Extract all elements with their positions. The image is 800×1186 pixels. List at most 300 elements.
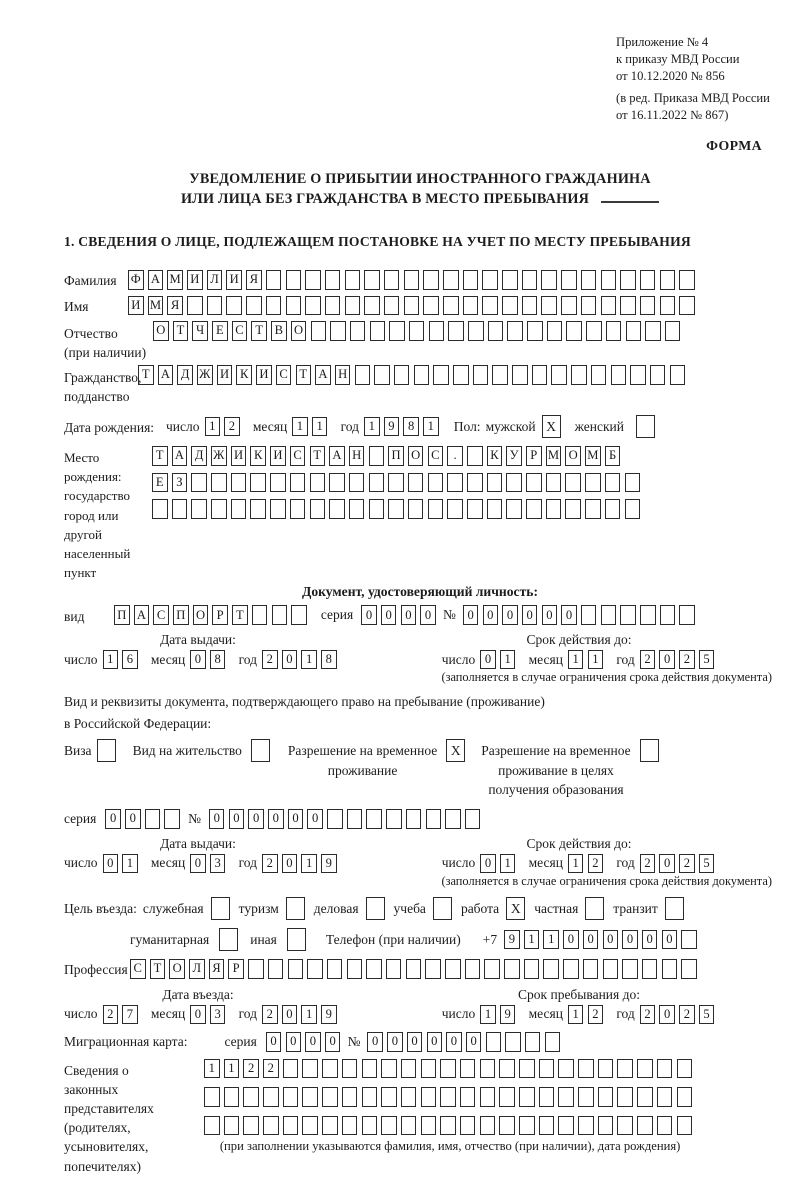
char-cell <box>598 1087 614 1107</box>
char-cell <box>620 605 636 625</box>
char-cell <box>272 605 288 625</box>
char-cell <box>473 365 489 385</box>
char-cell <box>625 473 641 493</box>
char-cell: О <box>291 321 307 341</box>
number-label: № <box>442 607 456 623</box>
migration-series-cells <box>266 1032 345 1052</box>
char-cell <box>591 365 607 385</box>
char-cell: 0 <box>642 930 658 950</box>
char-cell: 2 <box>263 1059 279 1079</box>
char-cell: М <box>167 270 183 290</box>
char-cell <box>504 959 520 979</box>
char-cell: 0 <box>105 809 121 829</box>
char-cell <box>637 1116 653 1136</box>
char-cell <box>645 321 661 341</box>
valid-month-cells <box>568 854 607 874</box>
char-cell <box>388 499 404 519</box>
entry-month-cells <box>190 1005 229 1025</box>
char-cell: 8 <box>321 650 337 670</box>
title-line-2: ИЛИ ЛИЦА БЕЗ ГРАЖДАНСТВА В МЕСТО ПРЕБЫВАНИЯ <box>64 189 776 209</box>
char-cell <box>581 605 597 625</box>
purpose-work-label: работа <box>460 900 500 916</box>
char-cell <box>349 499 365 519</box>
char-cell <box>598 1059 614 1079</box>
char-cell: 1 <box>500 650 516 670</box>
edition-line: от 16.11.2022 № 867) <box>616 108 729 122</box>
char-cell <box>558 1116 574 1136</box>
char-cell <box>370 321 386 341</box>
purpose-work-checkbox: X <box>506 897 525 920</box>
char-cell <box>637 1087 653 1107</box>
char-cell <box>226 296 242 316</box>
char-cell <box>486 1032 502 1052</box>
char-cell: М <box>585 446 601 466</box>
char-cell: 1 <box>224 1059 240 1079</box>
char-cell: 1 <box>543 930 559 950</box>
char-cell <box>366 959 382 979</box>
char-cell: 0 <box>583 930 599 950</box>
residence-series-cells <box>105 809 184 829</box>
appendix-line: Приложение № 4 <box>616 35 709 49</box>
char-cell <box>307 959 323 979</box>
purpose-business-label: деловая <box>313 900 359 916</box>
char-cell <box>467 446 483 466</box>
purpose-official-label: служебная <box>142 900 204 916</box>
char-cell <box>601 270 617 290</box>
char-cell: Я <box>246 270 262 290</box>
identity-doc-row <box>64 605 776 625</box>
sex-female-label: женский <box>574 418 624 434</box>
char-cell <box>657 1059 673 1079</box>
char-cell: 9 <box>500 1005 516 1025</box>
char-cell <box>563 959 579 979</box>
char-cell: Ч <box>192 321 208 341</box>
surname-cells <box>128 270 699 290</box>
char-cell: 2 <box>262 1005 278 1025</box>
temp-residence-option <box>288 739 465 779</box>
representatives-label: Сведения о законных представителях (родителях, усыновителях, попечителях) <box>64 1062 154 1174</box>
char-cell <box>546 499 562 519</box>
char-cell: 0 <box>561 605 577 625</box>
char-cell <box>543 959 559 979</box>
char-cell <box>502 296 518 316</box>
char-cell <box>526 499 542 519</box>
identity-issue-date: число 1 6 месяц 0 8 год 2 0 1 8 <box>64 650 350 670</box>
stay-day-cells <box>480 1005 519 1025</box>
char-cell: 0 <box>387 1032 403 1052</box>
char-cell <box>310 473 326 493</box>
char-cell: 0 <box>659 854 675 874</box>
char-cell: 1 <box>204 1059 220 1079</box>
char-cell <box>164 809 180 829</box>
char-cell: 0 <box>305 1032 321 1052</box>
char-cell <box>211 499 227 519</box>
char-cell <box>482 270 498 290</box>
char-cell <box>443 296 459 316</box>
char-cell: С <box>153 605 169 625</box>
char-cell <box>484 959 500 979</box>
char-cell <box>502 270 518 290</box>
char-cell: 0 <box>466 1032 482 1052</box>
char-cell <box>558 1087 574 1107</box>
char-cell <box>145 809 161 829</box>
char-cell <box>388 473 404 493</box>
char-cell: 1 <box>568 1005 584 1025</box>
char-cell <box>362 1059 378 1079</box>
birth-month-cells <box>292 417 331 437</box>
char-cell <box>362 1116 378 1136</box>
char-cell <box>617 1059 633 1079</box>
char-cell <box>460 1059 476 1079</box>
char-cell <box>527 321 543 341</box>
char-cell <box>381 1116 397 1136</box>
residence-doc-dates-row <box>64 854 776 874</box>
char-cell: 0 <box>407 1032 423 1052</box>
char-cell: К <box>487 446 503 466</box>
char-cell: П <box>173 605 189 625</box>
month-label: месяц <box>252 418 288 434</box>
char-cell: 1 <box>312 417 328 437</box>
char-cell <box>561 296 577 316</box>
phone-label: Телефон (при наличии) <box>325 931 461 947</box>
char-cell <box>519 1087 535 1107</box>
char-cell <box>660 270 676 290</box>
char-cell <box>512 365 528 385</box>
sex-label: Пол: <box>453 418 481 434</box>
char-cell <box>630 365 646 385</box>
surname-label: Фамилия <box>64 273 117 288</box>
char-cell <box>657 1087 673 1107</box>
char-cell <box>626 321 642 341</box>
char-cell: Т <box>232 605 248 625</box>
char-cell <box>191 499 207 519</box>
char-cell: 2 <box>262 650 278 670</box>
purpose-transit-checkbox <box>665 897 684 920</box>
char-cell <box>677 1116 693 1136</box>
char-cell: 9 <box>504 930 520 950</box>
char-cell: Р <box>526 446 542 466</box>
char-cell <box>585 499 601 519</box>
birth-place-cells <box>152 446 644 582</box>
doc-series-cells <box>361 605 440 625</box>
name-cells <box>128 296 699 316</box>
char-cell: Л <box>207 270 223 290</box>
char-cell <box>243 1116 259 1136</box>
identity-valid-date: число 0 1 месяц 1 1 год 2 0 2 5 <box>442 650 728 670</box>
citizenship-label: Гражданство, подданство <box>64 370 142 404</box>
char-cell <box>350 321 366 341</box>
char-cell <box>362 1087 378 1107</box>
char-cell <box>492 365 508 385</box>
identity-doc-dates-row <box>64 650 776 670</box>
char-cell <box>270 473 286 493</box>
char-cell: П <box>114 605 130 625</box>
char-cell: 7 <box>122 1005 138 1025</box>
visit-purpose-row1 <box>64 897 776 920</box>
char-cell: 1 <box>103 650 119 670</box>
char-cell: 1 <box>524 930 540 950</box>
patronymic-label: Отчество (при наличии) <box>64 326 147 360</box>
char-cell: К <box>250 446 266 466</box>
residence-permit-checkbox <box>251 739 270 762</box>
char-cell <box>522 296 538 316</box>
char-cell: 0 <box>563 930 579 950</box>
sex-male-checkbox: X <box>542 415 561 438</box>
series-label: серия <box>224 1033 257 1049</box>
char-cell <box>322 1059 338 1079</box>
char-cell <box>364 270 380 290</box>
char-cell: 2 <box>640 854 656 874</box>
char-cell <box>345 296 361 316</box>
representatives-note: (при заполнении указываются фамилия, имя, отчество (при наличии), дата рождения) <box>219 1139 681 1154</box>
char-cell <box>408 473 424 493</box>
char-cell: О <box>565 446 581 466</box>
entry-day-cells <box>103 1005 142 1025</box>
char-cell <box>565 499 581 519</box>
char-cell: 9 <box>321 854 337 874</box>
char-cell: 1 <box>301 854 317 874</box>
char-cell: 0 <box>502 605 518 625</box>
document-title <box>64 169 776 209</box>
char-cell <box>463 270 479 290</box>
char-cell <box>665 321 681 341</box>
char-cell <box>342 1059 358 1079</box>
char-cell <box>482 296 498 316</box>
char-cell <box>565 473 581 493</box>
char-cell <box>305 296 321 316</box>
char-cell <box>322 1116 338 1136</box>
char-cell <box>366 809 382 829</box>
char-cell: 1 <box>568 854 584 874</box>
char-cell <box>443 270 459 290</box>
char-cell <box>499 1116 515 1136</box>
char-cell: 0 <box>381 605 397 625</box>
char-cell <box>611 365 627 385</box>
issue-year-cells <box>262 650 341 670</box>
char-cell <box>401 1059 417 1079</box>
char-cell <box>302 1059 318 1079</box>
char-cell <box>460 1087 476 1107</box>
char-cell <box>394 365 410 385</box>
residence-doc-options <box>64 739 776 799</box>
name-row <box>64 296 776 316</box>
char-cell: 8 <box>210 650 226 670</box>
char-cell: Д <box>177 365 193 385</box>
valid-until-title: Срок действия до: <box>526 835 632 851</box>
year-label: год <box>340 418 359 434</box>
purpose-business-checkbox <box>366 897 385 920</box>
char-cell: 1 <box>301 1005 317 1025</box>
char-cell <box>640 605 656 625</box>
char-cell <box>302 1087 318 1107</box>
char-cell: 0 <box>229 809 245 829</box>
temp-residence-edu-checkbox <box>640 739 659 762</box>
char-cell: О <box>408 446 424 466</box>
char-cell <box>571 365 587 385</box>
char-cell: 0 <box>125 809 141 829</box>
char-cell <box>349 473 365 493</box>
char-cell: К <box>236 365 252 385</box>
char-cell <box>578 1059 594 1079</box>
char-cell: 0 <box>522 605 538 625</box>
char-cell <box>369 499 385 519</box>
char-cell: 0 <box>190 650 206 670</box>
char-cell <box>541 270 557 290</box>
char-cell: Ж <box>211 446 227 466</box>
char-cell <box>505 1032 521 1052</box>
char-cell: 2 <box>679 1005 695 1025</box>
char-cell <box>440 1116 456 1136</box>
char-cell: 3 <box>210 854 226 874</box>
char-cell: 0 <box>248 809 264 829</box>
char-cell <box>406 959 422 979</box>
char-cell <box>526 473 542 493</box>
appendix-line: от 10.12.2020 № 856 <box>616 69 725 83</box>
char-cell: 1 <box>122 854 138 874</box>
residence-doc-series-row <box>64 809 776 829</box>
char-cell <box>448 321 464 341</box>
birth-place-label: Место рождения: государство город или другой населенный пункт <box>64 450 131 581</box>
char-cell: 0 <box>603 930 619 950</box>
char-cell: Т <box>296 365 312 385</box>
char-cell <box>428 499 444 519</box>
char-cell: А <box>172 446 188 466</box>
char-cell <box>660 605 676 625</box>
doc-number-cells <box>463 605 699 625</box>
valid-until-title: Срок действия до: <box>526 631 632 647</box>
char-cell <box>389 321 405 341</box>
char-cell <box>172 499 188 519</box>
birth-date-label: Дата рождения: <box>64 420 155 435</box>
stay-until-title: Срок пребывания до: <box>518 986 640 1002</box>
char-cell: 0 <box>401 605 417 625</box>
phone-prefix: +7 <box>482 931 498 947</box>
temp-residence-label: Разрешение на временное проживание <box>287 743 438 778</box>
char-cell: Л <box>189 959 205 979</box>
char-cell: М <box>148 296 164 316</box>
char-cell <box>384 296 400 316</box>
char-cell: С <box>276 365 292 385</box>
purpose-humanitarian-checkbox <box>219 928 238 951</box>
char-cell <box>581 270 597 290</box>
char-cell: 0 <box>282 650 298 670</box>
char-cell <box>325 270 341 290</box>
char-cell <box>270 499 286 519</box>
char-cell <box>423 296 439 316</box>
char-cell <box>322 1087 338 1107</box>
char-cell <box>558 1059 574 1079</box>
purpose-humanitarian-label: гуманитарная <box>130 931 210 947</box>
valid-day-cells <box>480 854 519 874</box>
char-cell: 1 <box>500 854 516 874</box>
issue-month-cells <box>190 650 229 670</box>
char-cell <box>566 321 582 341</box>
char-cell <box>401 1116 417 1136</box>
issue-month-cells <box>190 854 229 874</box>
birth-place-row3-cells <box>152 499 644 519</box>
sex-male-label: мужской <box>485 418 536 434</box>
char-cell: 2 <box>224 417 240 437</box>
form-body <box>64 270 776 1176</box>
char-cell <box>288 959 304 979</box>
valid-day-cells <box>480 650 519 670</box>
char-cell: 3 <box>210 1005 226 1025</box>
appendix-line: к приказу МВД России <box>616 52 740 66</box>
char-cell: 5 <box>699 650 715 670</box>
char-cell: С <box>290 446 306 466</box>
char-cell: Н <box>349 446 365 466</box>
char-cell <box>291 605 307 625</box>
char-cell: Т <box>251 321 267 341</box>
char-cell <box>404 296 420 316</box>
char-cell: 2 <box>640 1005 656 1025</box>
char-cell <box>248 959 264 979</box>
char-cell <box>585 473 601 493</box>
purpose-private-label: частная <box>534 900 579 916</box>
char-cell <box>677 1059 693 1079</box>
char-cell <box>467 473 483 493</box>
char-cell <box>519 1059 535 1079</box>
char-cell <box>586 321 602 341</box>
char-cell: Ж <box>197 365 213 385</box>
char-cell <box>640 270 656 290</box>
surname-row <box>64 270 776 290</box>
char-cell: 1 <box>205 417 221 437</box>
visa-checkbox <box>97 739 116 762</box>
char-cell <box>374 365 390 385</box>
char-cell: Н <box>335 365 351 385</box>
char-cell <box>204 1116 220 1136</box>
char-cell <box>286 270 302 290</box>
char-cell: И <box>187 270 203 290</box>
profession-row <box>64 959 776 979</box>
char-cell: 0 <box>325 1032 341 1052</box>
citizenship-cells <box>138 365 689 385</box>
char-cell <box>601 605 617 625</box>
issue-day-cells <box>103 650 142 670</box>
char-cell <box>578 1087 594 1107</box>
char-cell <box>660 296 676 316</box>
char-cell: 0 <box>483 605 499 625</box>
char-cell <box>583 959 599 979</box>
char-cell: 2 <box>243 1059 259 1079</box>
char-cell <box>637 1059 653 1079</box>
char-cell <box>578 1116 594 1136</box>
phone-cells <box>504 930 701 950</box>
char-cell <box>433 365 449 385</box>
char-cell <box>620 270 636 290</box>
char-cell <box>465 959 481 979</box>
char-cell <box>525 1032 541 1052</box>
issue-date-title: Дата выдачи: <box>160 631 236 647</box>
char-cell: Е <box>212 321 228 341</box>
char-cell <box>305 270 321 290</box>
char-cell <box>561 270 577 290</box>
char-cell <box>243 1087 259 1107</box>
char-cell <box>191 473 207 493</box>
char-cell: 1 <box>364 417 380 437</box>
char-cell <box>507 321 523 341</box>
migration-card-row <box>64 1032 776 1052</box>
char-cell <box>547 321 563 341</box>
birth-place-block <box>64 446 776 582</box>
valid-month-cells <box>568 650 607 670</box>
valid-year-cells <box>640 650 719 670</box>
blank-underline <box>601 201 659 203</box>
purpose-other-checkbox <box>287 928 306 951</box>
char-cell: С <box>232 321 248 341</box>
char-cell <box>302 1116 318 1136</box>
